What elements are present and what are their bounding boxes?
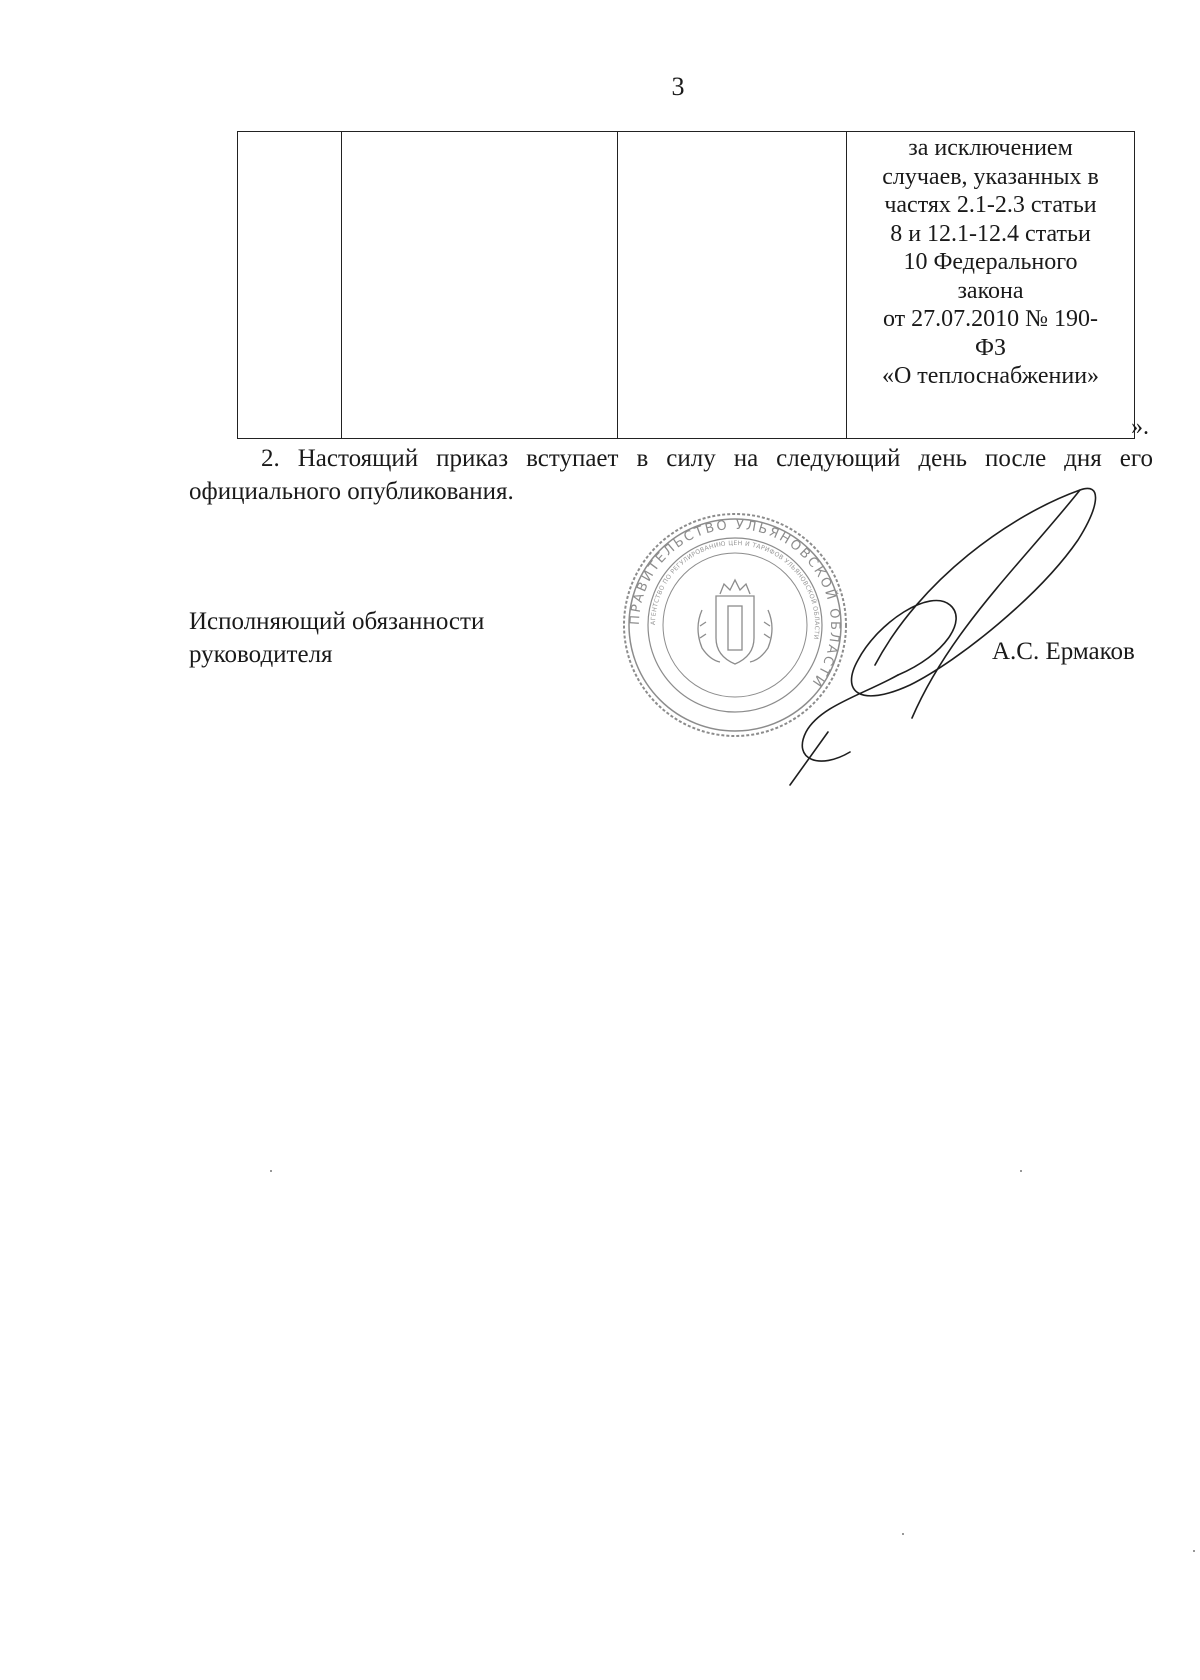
cell-line: «О теплоснабжении» bbox=[881, 363, 1100, 389]
cell-line: за исключением bbox=[908, 135, 1073, 161]
seal-inner-text: АГЕНТСТВО ПО РЕГУЛИРОВАНИЮ ЦЕН И ТАРИФОВ УЛЬЯНОВСКОЙ ОБЛАСТИ bbox=[649, 539, 821, 640]
coat-of-arms-icon bbox=[698, 580, 772, 664]
signer-title bbox=[189, 605, 484, 671]
scan-speck bbox=[270, 1170, 272, 1172]
table-cell-empty bbox=[342, 132, 618, 439]
cell-line: 8 и 12.1-12.4 статьи bbox=[890, 220, 1091, 247]
paragraph-effective-date: 2. Настоящий приказ вступает в силу на следующий день после дня его официального опубликования. bbox=[189, 445, 1153, 505]
cell-line: от 27.07.2010 № 190- bbox=[882, 306, 1099, 332]
cell-line: 10 Федерального bbox=[903, 249, 1078, 275]
cell-line: случаев, указанных в bbox=[882, 163, 1099, 190]
table-cell-empty bbox=[618, 132, 847, 439]
seal-outer-text: ПРАВИТЕЛЬСТВО УЛЬЯНОВСКОЙ ОБЛАСТИ bbox=[627, 517, 843, 691]
page-number: 3 bbox=[671, 72, 685, 101]
continuation-table bbox=[237, 131, 1135, 439]
closing-quote: ». bbox=[1131, 414, 1149, 440]
cell-line: закона bbox=[957, 277, 1024, 304]
table-cell-text bbox=[847, 132, 1135, 439]
scan-speck bbox=[1020, 1170, 1022, 1172]
signer-title-line: руководителя bbox=[189, 641, 333, 668]
table-cell-empty bbox=[238, 132, 342, 439]
signer-title-line: Исполняющий обязанности bbox=[189, 608, 485, 635]
scan-speck bbox=[902, 1533, 904, 1535]
cell-line: частях 2.1-2.3 статьи bbox=[884, 192, 1097, 218]
table-row bbox=[238, 132, 1135, 439]
signer-name: А.С. Ермаков bbox=[992, 638, 1135, 665]
scan-speck bbox=[1193, 1550, 1195, 1552]
cell-line: ФЗ bbox=[975, 334, 1006, 361]
